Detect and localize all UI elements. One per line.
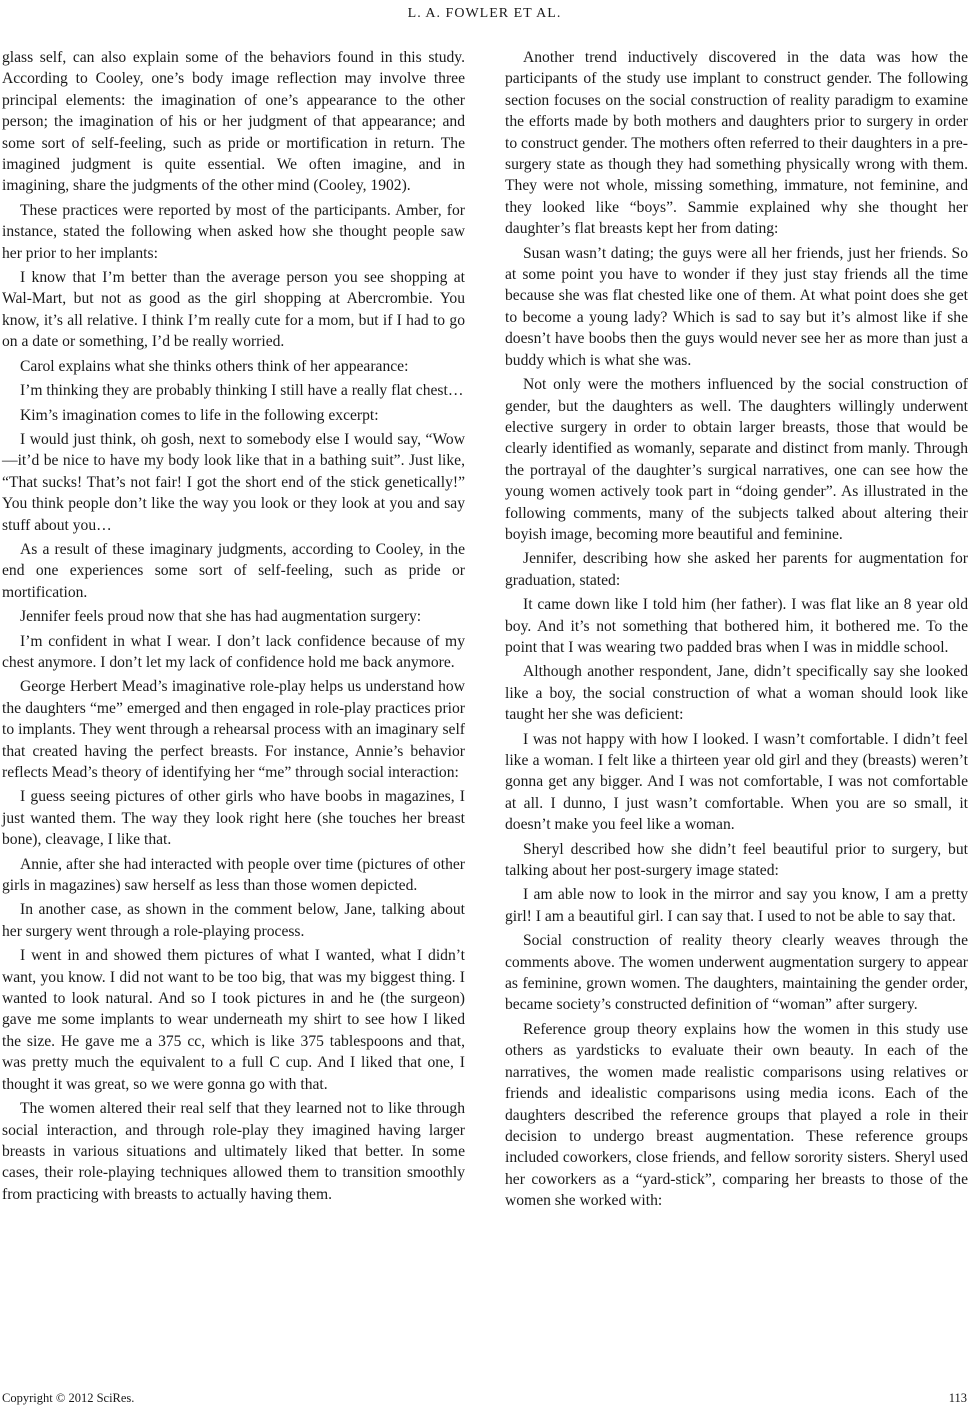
right-column [505,47,968,1215]
paragraph: Carol explains what she thinks others think of her appearance: [20,357,409,375]
quote-paragraph: I went in and showed them pictures of what I wanted, what I didn’t want, you know. I did not want to be too big, that was my biggest thing. I wanted to look natural. And so I took pictures in and he (the surgeon) gave me some implants to wear underneath my shirt to see how I liked the size. He gave me a 375 cc, which is like 375 tablespoons and that, was pretty much the equivalent to a full C cup. And I liked that one, I thought it was great, so we were gonna go with that. [2,947,465,1093]
quote-paragraph: I am able now to look in the mirror and say you know, I am a pretty girl! I am a beautiful girl. I can say that. I used to not be able to say that. [505,886,968,925]
quote-paragraph: I would just think, oh gosh, next to somebody else I would say, “Wow—it’d be nice to have my body look like that in a bathing suit”. Just like, “That sucks! That’s not fair! I got the short end of the stick genetically!” You think people don’t like the way you look or they look at you and say stuff about you… [2,430,465,534]
paragraph: Jennifer, describing how she asked her parents for augmentation for graduation, stated: [505,550,968,589]
quote-paragraph: I guess seeing pictures of other girls who have boobs in magazines, I just wanted them. The way they look right here (she touches her breast bone), cleavage, I like that. [2,788,465,849]
paragraph: Kim’s imagination comes to life in the following excerpt: [20,406,379,424]
page-footer [2,1391,967,1406]
page-number: 113 [948,1391,967,1405]
paragraph: As a result of these imaginary judgments, according to Cooley, in the end one experiences some sort of self-feeling, such as pride or mortification. [2,540,465,601]
paragraph: Sheryl described how she didn’t feel beautiful prior to surgery, but talking about her post-surgery image stated: [505,840,968,880]
quote-paragraph: I’m confident in what I wear. I don’t lack confidence because of my chest anymore. I don’t let my lack of confidence hold me back anymore. [2,632,465,671]
paragraph: Annie, after she had interacted with people over time (pictures of other girls in magazines) saw herself as less than those women depicted. [2,855,465,895]
paragraph: Not only were the mothers influenced by the social construction of gender, but the daughters as well. The daughters willingly underwent elective surgery in order to obtain larger breasts, those that would be clearly identified as womanly, separate and distinct from manly. Through the portrayal of the daughter’s surgical narratives, one can see how the young women actively took part in “doing gender”. As illustrated in the following comments, many of the subjects talked about altering their boyish image, becoming more beautiful and feminine. [505,376,968,543]
quote-paragraph: Susan wasn’t dating; the guys were all her friends, just her friends. So at some point you have to wonder if they just stay friends all the time because she was flat chested like one of them. At what point does she get to become a young lady? Which is sad to say but it’s almost like if she doesn’t have boobs then the guys would never see her as more than just a buddy which is what she was. [505,244,968,369]
paragraph: The women altered their real self that they learned not to like through social interaction, and through role-play they imagined having larger breasts in various situations and ultimately liked that better. In some cases, their role-playing techniques allowed them to transition smoothly from practicing with breasts to actually having them. [2,1100,465,1203]
paragraph: glass self, can also explain some of the behaviors found in this study. According to Cooley, one’s body image reflection may involve three principal elements: the imagination of one’s appearance to the other person; the imagination of his or her judgment of that appearance; and some sort of self-feeling, such as pride or mortification in return. The imagined judgment is quite essential. We often imagine, and in imagining, share the judgments of the other mind (Cooley, 1902). [2,49,465,195]
paragraph: Reference group theory explains how the women in this study use others as yardsticks to evaluate their own beauty. In each of the narratives, the women made realistic comparisons using relatives or friends and idealistic comparisons using media icons. Each of the daughters described the reference groups that played a role in their decision to undergo breast augmentation. These reference groups included coworkers, close friends, and fellow sorority sisters. Sheryl used her coworkers as a “yard-stick”, comparing her breasts to those of the women she worked with: [505,1020,968,1210]
quote-paragraph: It came down like I told him (her father). I was flat like an 8 year old boy. And it’s not something that bothered him, it bothered me. To the point that I was wearing two padded bras when I was in middle school. [505,596,968,656]
quote-paragraph: I know that I’m better than the average person you see shopping at Wal-Mart, but not as good as the girl shopping at Abercrombie. You know, it’s all relative. I think I’m really cute for a mom, but if I had to go on a date or something, I’d be really worried. [2,269,465,351]
running-head: L. A. FOWLER ET AL. [407,6,562,21]
paragraph: George Herbert Mead’s imaginative role-play helps us understand how the daughters “me” emerged and then engaged in role-play practices prior to implants. They went through a rehearsal process with an imaginary self that created having the perfect breasts. For instance, Annie’s behavior reflects Mead’s theory of identifying her “me” through social interaction: [2,678,465,781]
quote-paragraph: I was not happy with how I looked. I wasn’t comfortable. I didn’t feel like a woman. I felt like a thirteen year old girl and they (breasts) weren’t gonna get any bigger. And I was not comfortable, I was not comfortable at all. I dunno, I just wasn’t comfortable. When you are so small, it doesn’t make you feel like a woman. [505,730,968,834]
left-column [2,47,465,1208]
paragraph: Jennifer feels proud now that she has had augmentation surgery: [20,608,422,626]
paragraph: Social construction of reality theory clearly weaves through the comments above. The women underwent augmentation surgery to appear as feminine, grown women. The daughters, maintaining the gender order, became society’s constructed definition of “woman” after surgery. [505,932,968,1014]
paragraph: Although another respondent, Jane, didn’t specifically say she looked like a boy, the social construction of what a woman should look like taught her she was deficient: [505,663,968,724]
paragraph: In another case, as shown in the comment below, Jane, talking about her surgery went through a role-playing process. [2,901,465,940]
paragraph: These practices were reported by most of the participants. Amber, for instance, stated the following when asked how she thought people saw her prior to her implants: [2,201,465,262]
quote-paragraph: I’m thinking they are probably thinking I still have a really flat chest… [20,382,464,400]
copyright-notice: Copyright © 2012 SciRes. [2,1391,135,1405]
paragraph: Another trend inductively discovered in the data was how the participants of the study use implant to construct gender. The following section focuses on the social construction of reality paradigm to examine the efforts made by both mothers and daughters prior to surgery in order to construct gender. The mothers often referred to their daughters in a pre-surgery state as though they had something physically wrong with them. They were not whole, missing something, immature, not feminine, and they looked like “boys”. Sammie explained why she thought her daughter’s flat breasts kept her from dating: [505,49,968,238]
